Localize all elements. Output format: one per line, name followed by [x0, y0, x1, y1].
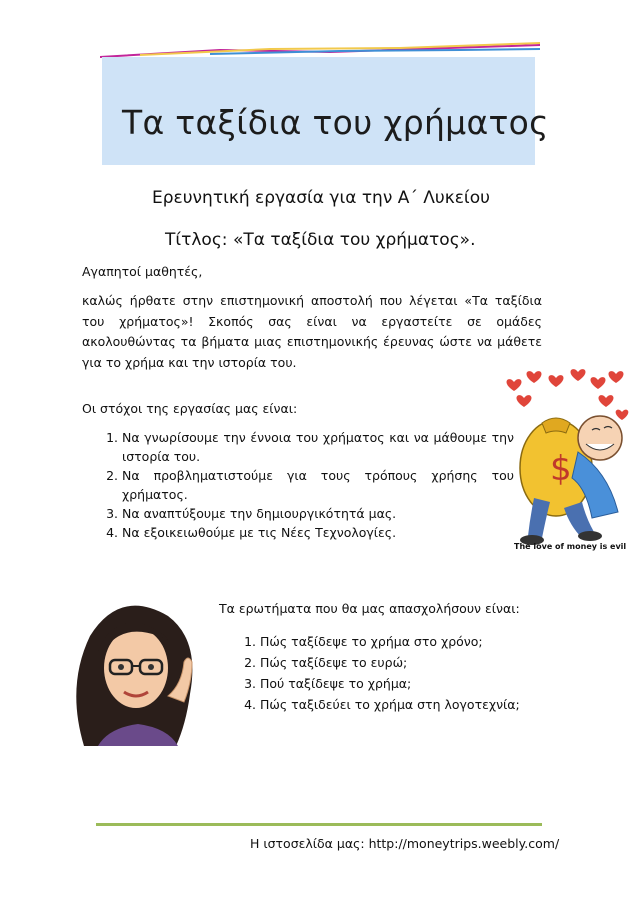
goals-heading: Οι στόχοι της εργασίας μας είναι:	[82, 401, 298, 416]
banner-title: Τα ταξίδια του χρήματος	[122, 103, 549, 142]
project-title: Τίτλος: «Τα ταξίδια του χρήματος».	[165, 230, 476, 250]
title-banner	[102, 57, 549, 165]
goal-item: 4. Να εξοικειωθούμε με τις Νέες Τεχνολογίες.	[122, 523, 514, 542]
question-item: 1. Πώς ταξίδεψε το χρήμα στο χρόνο;	[260, 631, 520, 652]
money-hug-illustration	[494, 368, 634, 550]
question-item: 3. Πού ταξίδεψε το χρήμα;	[260, 673, 520, 694]
question-item: 4. Πώς ταξιδεύει το χρήμα στη λογοτεχνία;	[260, 694, 520, 715]
questions-list	[232, 631, 520, 715]
image-caption: The love of money is evil	[514, 542, 627, 551]
svg-text:$: $	[550, 449, 572, 489]
hearts-icon	[507, 369, 629, 420]
questions-heading: Τα ερωτήματα που θα μας απασχολήσουν είναι:	[219, 601, 520, 616]
footer-website: Η ιστοσελίδα μας: http://moneytrips.weebly.com/	[250, 836, 560, 851]
goal-item: 3. Να αναπτύξουμε την δημιουργικότητά μας.	[122, 504, 514, 523]
goals-list	[98, 428, 514, 542]
question-item: 2. Πώς ταξίδεψε το ευρώ;	[260, 652, 520, 673]
footer-divider	[96, 823, 542, 826]
intro-paragraph: καλώς ήρθατε στην επιστημονική αποστολή που λέγεται «Τα ταξίδια του χρήματος»! Σκοπός σας είναι να εργαστείτε σε ομάδες ακολουθώντας τα βήματα μιας επιστημονικής έρευνας ώστε να μάθετε για το χρήμα και την ιστορία του.	[82, 293, 542, 370]
greeting: Αγαπητοί μαθητές,	[82, 264, 203, 279]
goal-item: 1. Να γνωρίσουμε την έννοια του χρήματος και να μάθουμε την ιστορία του.	[122, 428, 514, 466]
subtitle: Ερευνητική εργασία για την Α΄ Λυκείου	[152, 188, 490, 208]
teacher-avatar-illustration	[64, 596, 214, 746]
goal-item: 2. Να προβληματιστούμε για τους τρόπους χρήσης του χρήματος.	[122, 466, 514, 504]
